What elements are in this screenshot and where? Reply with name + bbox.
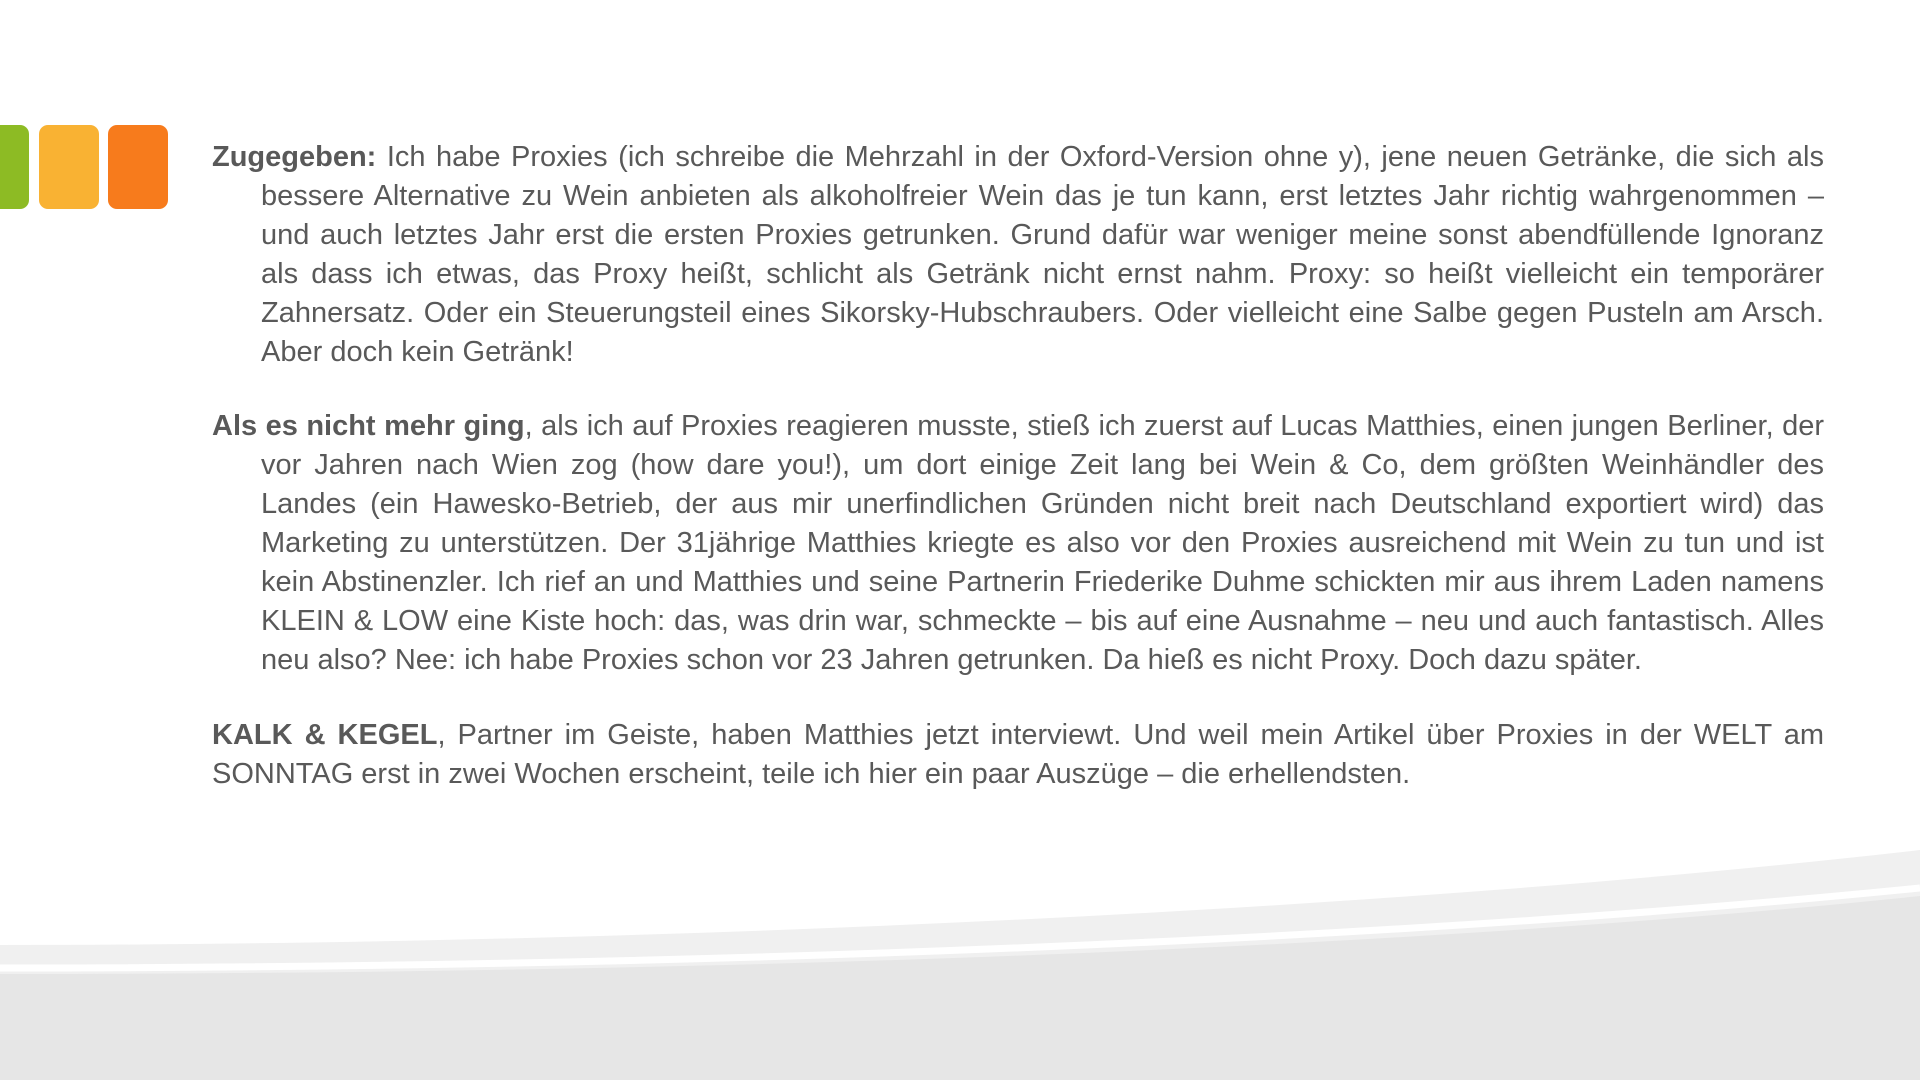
- text-body: [212, 138, 1824, 830]
- paragraph-lead: Als es nicht mehr ging: [212, 410, 525, 443]
- paragraph-kalk-und-kegel: [212, 716, 1824, 794]
- paragraph-text: Ich habe Proxies (ich schreibe die Mehrzahl in der Oxford-Version ohne y), jene neuen Getränke, die sich als bessere Alternative zu Wein anbieten als alkoholfreier Wein das je tun kann, erst letztes Jahr richtig wahrgenommen – und auch letztes Jahr erst die ersten Proxies getrunken. Grund dafür war weniger meine sonst abendfüllende Ignoranz als dass ich etwas, das Proxy heißt, schlicht als Getränk nicht ernst nahm. Proxy: so heißt vielleicht ein temporärer Zahnersatz. Oder ein Steuerungsteil eines Sikorsky-Hubschraubers. Oder vielleicht eine Salbe gegen Pusteln am Arsch. Aber doch kein Getränk!: [261, 141, 1824, 368]
- paragraph-als-es-nicht-mehr-ging: [212, 407, 1824, 679]
- paragraph-text: , Partner im Geiste, haben Matthies jetzt interviewt. Und weil mein Artikel über Proxies in der WELT am SONNTAG erst in zwei Wochen erscheint, teile ich hier ein paar Auszüge – die erhellendsten.: [212, 718, 1824, 790]
- decorative-square-yellow: [39, 125, 99, 209]
- paragraph-zugegeben: [212, 138, 1824, 371]
- paragraph-text: , als ich auf Proxies reagieren musste, stieß ich zuerst auf Lucas Matthies, einen jungen Berliner, der vor Jahren nach Wien zog (how dare you!), um dort einige Zeit lang bei Wein & Co, dem größten Weinhändler des Landes (ein Hawesko-Betrieb, der aus mir unerfindlichen Gründen nicht breit nach Deutschland exportiert wird) das Marketing zu unterstützen. Der 31jährige Matthies kriegte es also vor den Proxies ausreichend mit Wein zu tun und ist kein Abstinenzler. Ich rief an und Matthies und seine Partnerin Friederike Duhme schickten mir aus ihrem Laden namens KLEIN & LOW eine Kiste hoch: das, was drin war, schmeckte – bis auf eine Ausnahme – neu und auch fantastisch. Alles neu also? Nee: ich habe Proxies schon vor 23 Jahren getrunken. Da hieß es nicht Proxy. Doch dazu später.: [261, 410, 1825, 676]
- decorative-square-green: [0, 125, 29, 209]
- paragraph-lead: KALK & KEGEL: [212, 718, 438, 751]
- decorative-square-orange: [108, 125, 168, 209]
- paragraph-lead: Zugegeben:: [212, 141, 377, 173]
